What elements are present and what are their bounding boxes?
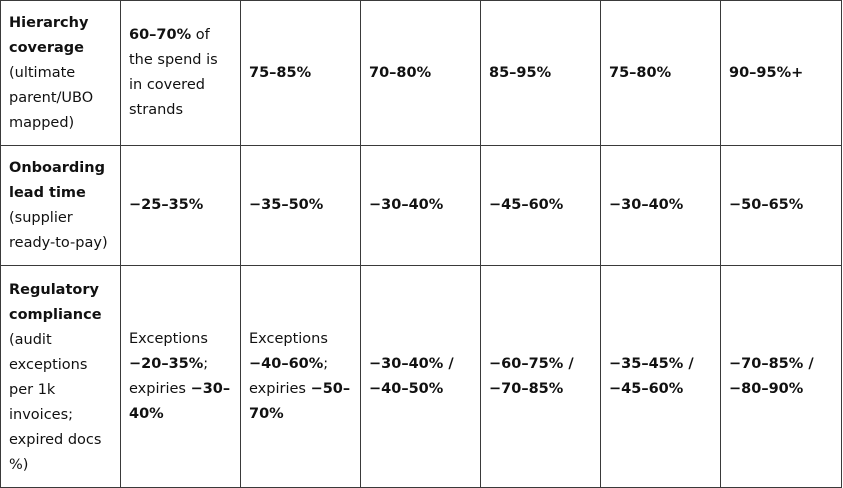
- table-cell: −30–40%: [361, 146, 481, 266]
- table-cell: 75–85%: [241, 1, 361, 146]
- table-cell: −70–85% / −80–90%: [721, 266, 842, 488]
- row-label: Regulatory compliance (audit exceptions per 1k invoices; expired docs %): [1, 266, 121, 488]
- table-cell: −35–45% / −45–60%: [601, 266, 721, 488]
- table-cell: −30–40%: [601, 146, 721, 266]
- table-cell: 75–80%: [601, 1, 721, 146]
- table-cell: −60–75% / −70–85%: [481, 266, 601, 488]
- table-cell: 60–70% of the spend is in covered strands: [121, 1, 241, 146]
- table-cell: 90–95%+: [721, 1, 842, 146]
- table-row: [1, 266, 842, 488]
- row-label: Onboarding lead time (supplier ready-to-pay): [1, 146, 121, 266]
- table-row: [1, 1, 842, 146]
- table-cell: −25–35%: [121, 146, 241, 266]
- table-cell: 85–95%: [481, 1, 601, 146]
- table-cell: Exceptions −40–60%; expiries −50–70%: [241, 266, 361, 488]
- table-cell: −50–65%: [721, 146, 842, 266]
- table-row: [1, 146, 842, 266]
- table-cell: −45–60%: [481, 146, 601, 266]
- row-label: Hierarchy coverage (ultimate parent/UBO mapped): [1, 1, 121, 146]
- table-cell: −35–50%: [241, 146, 361, 266]
- table-cell: Exceptions −20–35%; expiries −30–40%: [121, 266, 241, 488]
- table-cell: 70–80%: [361, 1, 481, 146]
- table-cell: −30–40% / −40–50%: [361, 266, 481, 488]
